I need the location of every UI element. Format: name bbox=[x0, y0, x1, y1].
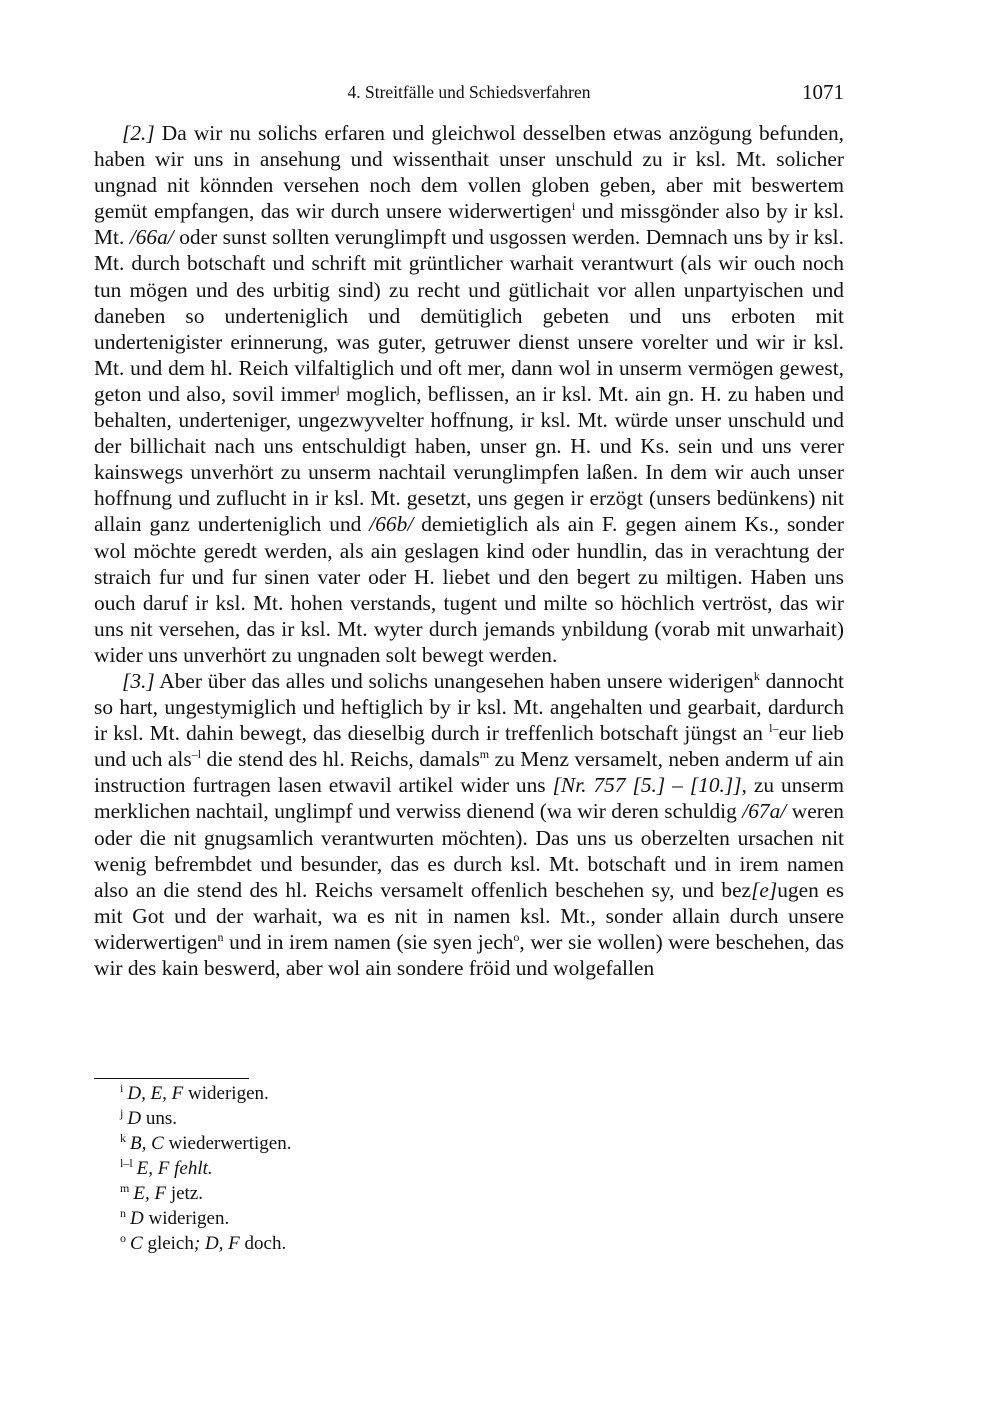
footnote-mark: j bbox=[120, 1106, 124, 1120]
footnote bbox=[120, 1157, 720, 1182]
manuscript-sigla: D bbox=[127, 1108, 142, 1129]
text-segment: dannocht so hart, ungestymiglich und heftiglich by ir ksl. Mt. angehalten und gearbait, dardurch ir ksl. Mt. dahin bewegt, das dieselbig durch ir treffenlich botschaft jüngst an bbox=[94, 668, 844, 746]
footnote-mark: i bbox=[120, 1081, 124, 1095]
text-segment: demietiglich als ain F. gegen ainem Ks., sonder wol möchte geredt werden, als ain geslagen kind oder hundlin, das in verachtung der straich fur und fur sinen vater oder H. liebet und den begert zu miltigen. Haben uns ouch daruf ir ksl. Mt. hohen verstands, tugent und milte so höchlich vertröst, das wir uns nit versehen, das ir ksl. Mt. wyter durch jemands ynbildung (vorab mit unwarhait) wider uns unverhört zu ungnaden solt bewegt werden. bbox=[94, 512, 844, 667]
main-text bbox=[94, 120, 844, 981]
footnote-mark: m bbox=[120, 1181, 130, 1195]
running-title: 4. Streitfälle und Schiedsverfahren bbox=[347, 82, 591, 102]
manuscript-sigla: B, C bbox=[130, 1133, 164, 1154]
footnote bbox=[120, 1107, 720, 1132]
footnote bbox=[120, 1232, 720, 1257]
footnote-marker: o bbox=[513, 929, 520, 944]
footnote-mark: l–l bbox=[120, 1156, 133, 1170]
footnote-marker: –l bbox=[191, 747, 202, 762]
text-segment: und missgönder also by ir ksl. Mt. bbox=[94, 199, 844, 250]
cross-reference: [Nr. 757 [5.] – [10.]] bbox=[552, 773, 742, 798]
footnote-text: widerigen. bbox=[143, 1208, 230, 1229]
footnote-marker: m bbox=[479, 747, 490, 762]
text-segment: moglich, beflissen, an ir ksl. Mt. ain gn. H. zu haben und behalten, underteniger, ungezwyvelter hoffnung, ir ksl. Mt. würde unser unschuld und der billichait nach uns entschuldigt haben, unser gn. H. und Ks. sein und uns verer kainswegs unverhört zu unserm nachtail verunglimpfen laßen. In dem wir auch unser hoffnung und zuflucht in ir ksl. Mt. gesetzt, uns gegen ir erzögt (unsers bedünkens) nit allain ganz underteniglich und bbox=[94, 381, 844, 537]
text-segment: Aber über das alles und solichs unangesehen haben unsere widerigen bbox=[154, 668, 754, 693]
footnote-text: jetz. bbox=[166, 1183, 203, 1204]
text-segment: und in irem namen (sie syen jech bbox=[223, 929, 514, 954]
text-segment: zu Menz versamelt, neben anderm uf ain instruction furtragen lasen etwavil artikel wider uns bbox=[94, 747, 844, 798]
folio-marker: /66a/ bbox=[129, 225, 174, 250]
footnote bbox=[120, 1207, 720, 1232]
footnote-text: widerigen. bbox=[183, 1083, 269, 1104]
text-segment: weren oder die nit gnugsamlich verantwurten möchten). Das uns us oberzelten ursachen nit wenig befrembdet und besunder, das es durch ksl. Mt. botschaft und in irem namen also an die stend des hl. Reichs versamelt offenlich beschehen sy, und bez bbox=[94, 799, 845, 902]
footnote-text: uns. bbox=[141, 1108, 177, 1129]
manuscript-sigla: C bbox=[130, 1233, 143, 1254]
footnote-mark: k bbox=[120, 1131, 126, 1145]
section-number: [3.] bbox=[122, 668, 155, 693]
footnote-mark: o bbox=[120, 1231, 126, 1245]
folio-marker: /67a/ bbox=[742, 799, 787, 824]
footnote-marker: j bbox=[336, 381, 340, 396]
footnotes bbox=[120, 1082, 720, 1257]
page-header bbox=[94, 80, 844, 106]
text-segment: , wer sie wollen) were beschehen, das wir des kain beswerd, aber wol ain sondere fröid und wolgefallen bbox=[94, 929, 844, 980]
manuscript-sigla: E, F bbox=[133, 1183, 167, 1204]
editorial-insertion: [e] bbox=[751, 877, 778, 902]
paragraph-2 bbox=[94, 120, 844, 668]
footnote bbox=[120, 1132, 720, 1157]
text-segment: , zu unserm merklichen nachtail, unglimpf und verwiss dienend (wa wir deren schuldig bbox=[94, 773, 844, 824]
footnote bbox=[120, 1082, 720, 1107]
text-segment: oder sunst sollten verunglimpft und usgossen werden. Demnach uns by ir ksl. Mt. durch botschaft und schrift mit grüntlicher warhait verantwurt (als wir ouch noch tun mögen und des urbitig sind) zu recht und gütlichait vor allen unpartyischen und daneben so underteniglich und demütiglich gebeten und uns erboten mit undertenigister erinnerung, was guter, getruwer dienst unsere vorelter und wir ir ksl. Mt. und dem hl. Reich vilfaltiglich und oft mer, dann wol in unserm vermögen gewest, geton und also, sovil immer bbox=[94, 225, 844, 406]
footnote bbox=[120, 1182, 720, 1207]
footnote-text: doch. bbox=[239, 1233, 287, 1254]
footnote-rule bbox=[94, 1078, 249, 1079]
text-segment: Da wir nu solichs erfaren und gleichwol desselben etwas anzögung befunden, haben wir uns in ansehung und wissenthait unser unschuld zu ir ksl. Mt. solicher ungnad nit könnden versehen noch dem vollen globen geben, aber mit beswertem gemüt empfangen, das wir durch unsere widerwertigen bbox=[94, 121, 844, 224]
footnote-marker: n bbox=[217, 929, 224, 944]
footnote-mark: n bbox=[120, 1206, 126, 1220]
footnote-marker: k bbox=[753, 668, 760, 683]
manuscript-sigla: E, F fehlt. bbox=[136, 1158, 213, 1179]
page-number: 1071 bbox=[802, 80, 844, 104]
paragraph-3 bbox=[94, 668, 844, 981]
manuscript-sigla: ; D, F bbox=[193, 1233, 240, 1254]
text-segment: die stend des hl. Reichs, damals bbox=[201, 747, 480, 772]
footnote-marker: l– bbox=[769, 721, 779, 736]
text-segment: eur lieb und uch als bbox=[94, 721, 844, 772]
footnote-text: gleich bbox=[142, 1233, 194, 1254]
manuscript-sigla: D bbox=[130, 1208, 144, 1229]
folio-marker: /66b/ bbox=[369, 512, 414, 537]
manuscript-sigla: D, E, F bbox=[127, 1083, 184, 1104]
text-segment: ugen es mit Got und der warhait, wa es nit in namen ksl. Mt., sonder allain durch unsere widerwertigen bbox=[94, 877, 845, 954]
footnote-marker: i bbox=[571, 199, 576, 214]
footnote-text: wiederwertigen. bbox=[163, 1133, 292, 1154]
section-number: [2.] bbox=[122, 121, 155, 145]
